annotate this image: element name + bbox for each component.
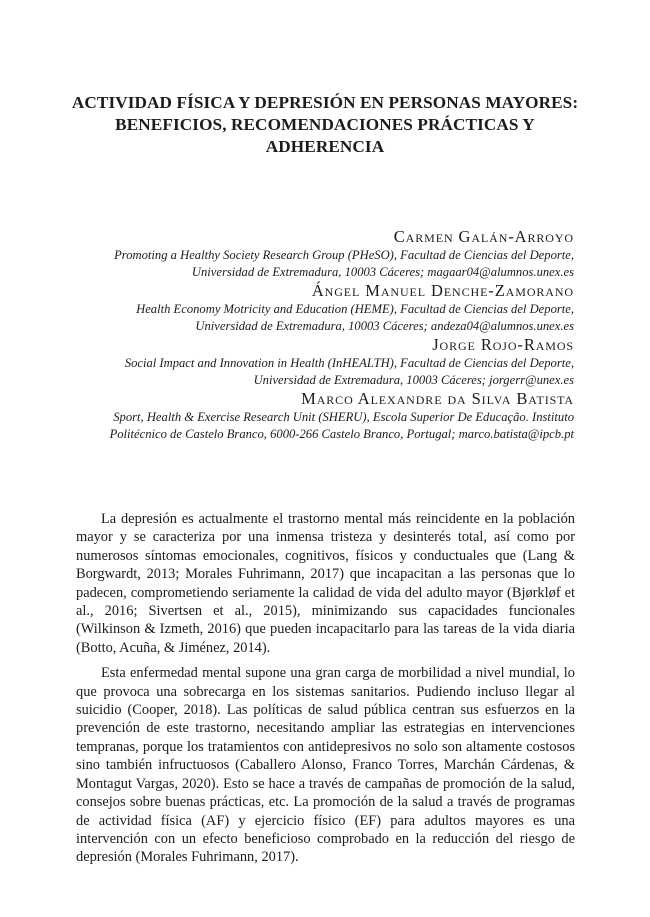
author-affiliation: Universidad de Extremadura, 10003 Cáceres; jorgerr@unex.es xyxy=(253,372,574,387)
author-affiliation: Social Impact and Innovation in Health (InHEALTH), Facultad de Ciencias del Deporte, xyxy=(124,356,574,370)
title-line: ADHERENCIA xyxy=(265,137,385,156)
author-affiliation: Health Economy Motricity and Education (HEME), Facultad de Ciencias del Deporte, xyxy=(136,302,574,316)
title-line: BENEFICIOS, RECOMENDACIONES PRÁCTICAS Y xyxy=(115,115,535,134)
author-affiliation: Sport, Health & Exercise Research Unit (SHERU), Escola Superior De Educação. Instituto xyxy=(113,410,574,424)
author-name: Ángel Manuel Denche-Zamorano xyxy=(311,281,574,300)
body-text xyxy=(76,510,575,874)
body-paragraph: La depresión es actualmente el trastorno mental más reincidente en la población mayor y se caracteriza por una inmensa tristeza y desinterés total, así como por numerosos síntomas emocionales, cognitivos, físicos y conductuales que (Lang & Borgwardt, 2013; Morales Fuhrimann, 2017) que incapacitan a las personas que lo padecen, comprometiendo seriamente la calidad de vida del adulto mayor (Bjørkløf et al., 2016; Sivertsen et al., 2015), minimizando sus capacidades funcionales (Wilkinson & Izmeth, 2016) que pueden incapacitarlo para las tareas de la vida diaria (Botto, Acuña, & Jiménez, 2014). xyxy=(76,511,575,656)
author-affiliation: Politécnico de Castelo Branco, 6000-266 Castelo Branco, Portugal; marco.batista@ipcb.pt xyxy=(109,426,574,441)
author-affiliation: Universidad de Extremadura, 10003 Cáceres; andeza04@alumnos.unex.es xyxy=(195,318,574,333)
body-paragraph: Esta enfermedad mental supone una gran carga de morbilidad a nivel mundial, lo que provoca una sobrecarga en los sistemas sanitarios. Pudiendo incluso llegar al suicidio (Cooper, 2018). Las políticas de salud pública centran sus esfuerzos en la prevención de este trastorno, necesitando ampliar las estrategias en intervenciones tempranas, porque los tratamientos con antidepresivos no solo son altamente costosos sino también infructuosos (Caballero Alonso, Franco Torres, Marchán Cárdenas, & Montagut Vargas, 2020). Esto se hace a través de campañas de promoción de la salud, consejos sobre buenas prácticas, etc. La promoción de la salud a través de programas de actividad física (AF) y ejercicio físico (EF) para adultos mayores es una intervención con un efecto beneficioso comprobado en la reducción del riesgo de depresión (Morales Fuhrimann, 2017). xyxy=(76,665,575,866)
author-name: Jorge Rojo-Ramos xyxy=(432,335,574,354)
author-name: Marco Alexandre da Silva Batista xyxy=(301,389,574,408)
author-affiliation: Promoting a Healthy Society Research Group (PHeSO), Facultad de Ciencias del Deporte, xyxy=(114,248,574,262)
author-name: Carmen Galán-Arroyo xyxy=(393,227,574,246)
chapter-title xyxy=(60,92,590,158)
title-line: ACTIVIDAD FÍSICA Y DEPRESIÓN EN PERSONAS MAYORES: xyxy=(71,93,579,112)
author-affiliation: Universidad de Extremadura, 10003 Cáceres; magaar04@alumnos.unex.es xyxy=(191,264,574,279)
author-list xyxy=(54,226,574,442)
